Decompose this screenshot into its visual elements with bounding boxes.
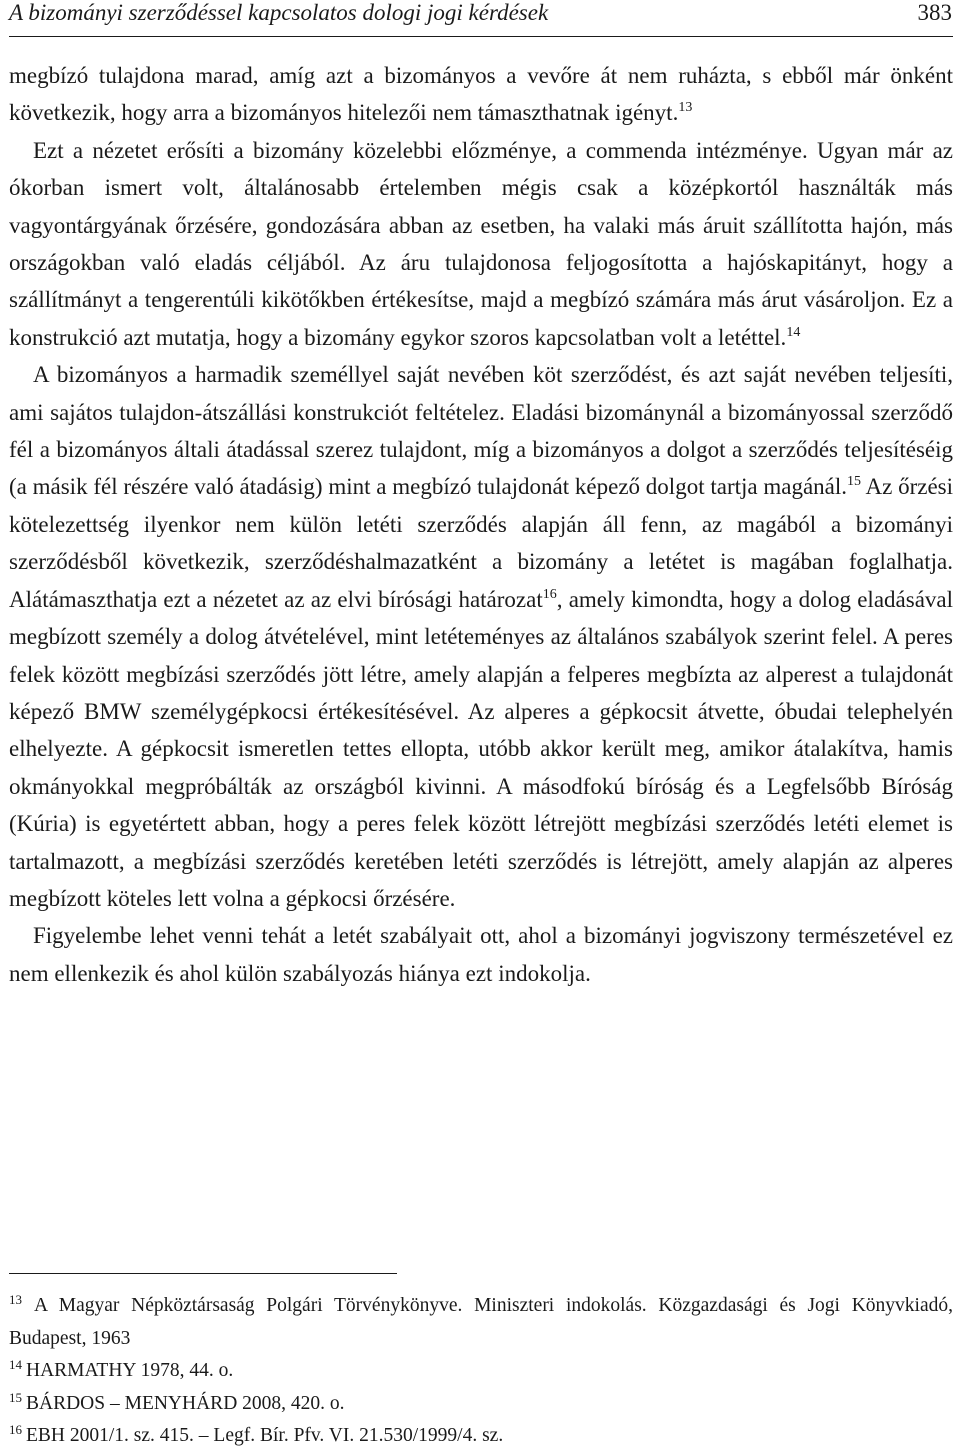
paragraph-3-text-a: A bizományos a harmadik személlyel saját nevében köt szerződést, és azt saját nevében teljesíti, ami sajátos tulajdon-átszállási konstrukciót feltételez. Eladási bizománynál a bizományossal szerződő fél a bizományos általi átadással szerez tulajdont, míg a bizományos a dolgot a szerződés teljesítéséig (a másik fél részére való átadásig) mint a megbízó tulajdonát képező dolgot tartja magánál. [9,362,953,500]
document-page [9,0,953,1446]
footnote-number: 14 [9,1357,22,1372]
running-title: A bizományi szerződéssel kapcsolatos dologi jogi kérdések [9,0,549,25]
footnote-number: 13 [9,1292,22,1307]
paragraph-3-text-c: , amely kimondta, hogy a dolog eladásával megbízott személy a dolog átvételével, mint letéteményes az általános szabályok szerint felel. A peres felek között megbízási szerződés jött létre, amely alapján a felperes megbízta az alperest a tulajdonát képező BMW személygépkocsi értékesítésével. Az alperes a gépkocsit átvette, óbudai telephelyén elhelyezte. A gépkocsit ismeretlen tettes ellopta, utóbb akkor került meg, amikor átalakítva, hamis okmányokkal megpróbálták az országból kivinni. A másodfokú bíróság és a Legfelsőbb Bíróság (Kúria) is egyetértett abban, hogy a peres felek között létrejött megbízási szerződés letéti elemet is tartalmazott, a megbízási szerződés keretében letéti szerződés is létrejött, amely alapján az alperes megbízott köteles lett volna a gépkocsi őrzésére. [9,586,953,911]
paragraph-2 [9,132,953,356]
footnote-16 [9,1420,953,1453]
footnote-text: A Magyar Népköztársaság Polgári Törvénykönyve. Miniszteri indokolás. Közgazdasági és Jogi Könyvkiadó, Budapest, 1963 [9,1295,953,1349]
footnote-14 [9,1355,953,1388]
footnote-15 [9,1388,953,1421]
running-header [9,0,953,37]
paragraph-3 [9,356,953,917]
footnote-ref-14[interactable]: 14 [786,324,801,340]
footnote-ref-13[interactable]: 13 [678,100,693,116]
page-number: 383 [917,0,952,25]
footnote-text: HARMATHY 1978, 44. o. [26,1360,234,1381]
footnotes [9,1290,953,1453]
paragraph-2-text: Ezt a nézetet erősíti a bizomány közelebbi előzménye, a commenda intézménye. Ugyan már az ókorban ismert volt, általánosabb értelemben mégis csak a középkortól használták más vagyontárgyának őrzésére, gondozására abban az esetben, ha valaki más áruit szállította hajón, más országokban való eladás céljából. Az áru tulajdonosa feljogosította a hajóskapitányt, hogy a szállítmányt a tengerentúli kikötőkben értékesítse, majd a megbízó számára más árut vásároljon. Ez a konstrukció azt mutatja, hogy a bizomány egykor szoros kapcsolatban volt a letéttel. [9,137,953,350]
paragraph-1-text: megbízó tulajdona marad, amíg azt a bizományos a vevőre át nem ruházta, s ebből már önként következik, hogy arra a bizományos hitelezői nem támaszthatnak igényt. [9,63,953,126]
paragraph-1 [9,57,953,132]
footnote-separator [9,1273,397,1274]
footnote-number: 15 [9,1389,22,1405]
footnote-number: 16 [9,1422,22,1437]
footnote-text: BÁRDOS – MENYHÁRD 2008, 420. o. [26,1392,345,1414]
footnote-text: EBH 2001/1. sz. 415. – Legf. Bír. Pfv. VI. 21.530/1999/4. sz. [26,1425,504,1446]
footnote-ref-15[interactable]: 15 [847,474,862,490]
paragraph-3-text-b: Az őrzési kötelezettség ilyenkor nem külön letéti szerződés alapján áll fenn, az magából a bizományi szerződésből következik, szerződéshalmazatként a bizomány a letétet is magában foglalhatja. Alátámaszthatja ezt a nézetet az az elvi bírósági határozat [9,474,953,612]
footnote-13 [9,1290,953,1355]
paragraph-4-text: Figyelembe lehet venni tehát a letét szabályait ott, ahol a bizományi jogviszony természetével ez nem ellenkezik és ahol külön szabályozás hiánya ezt indokolja. [9,923,953,986]
footnote-ref-16[interactable]: 16 [542,586,557,602]
paragraph-4 [9,917,953,992]
body-text [9,57,953,992]
